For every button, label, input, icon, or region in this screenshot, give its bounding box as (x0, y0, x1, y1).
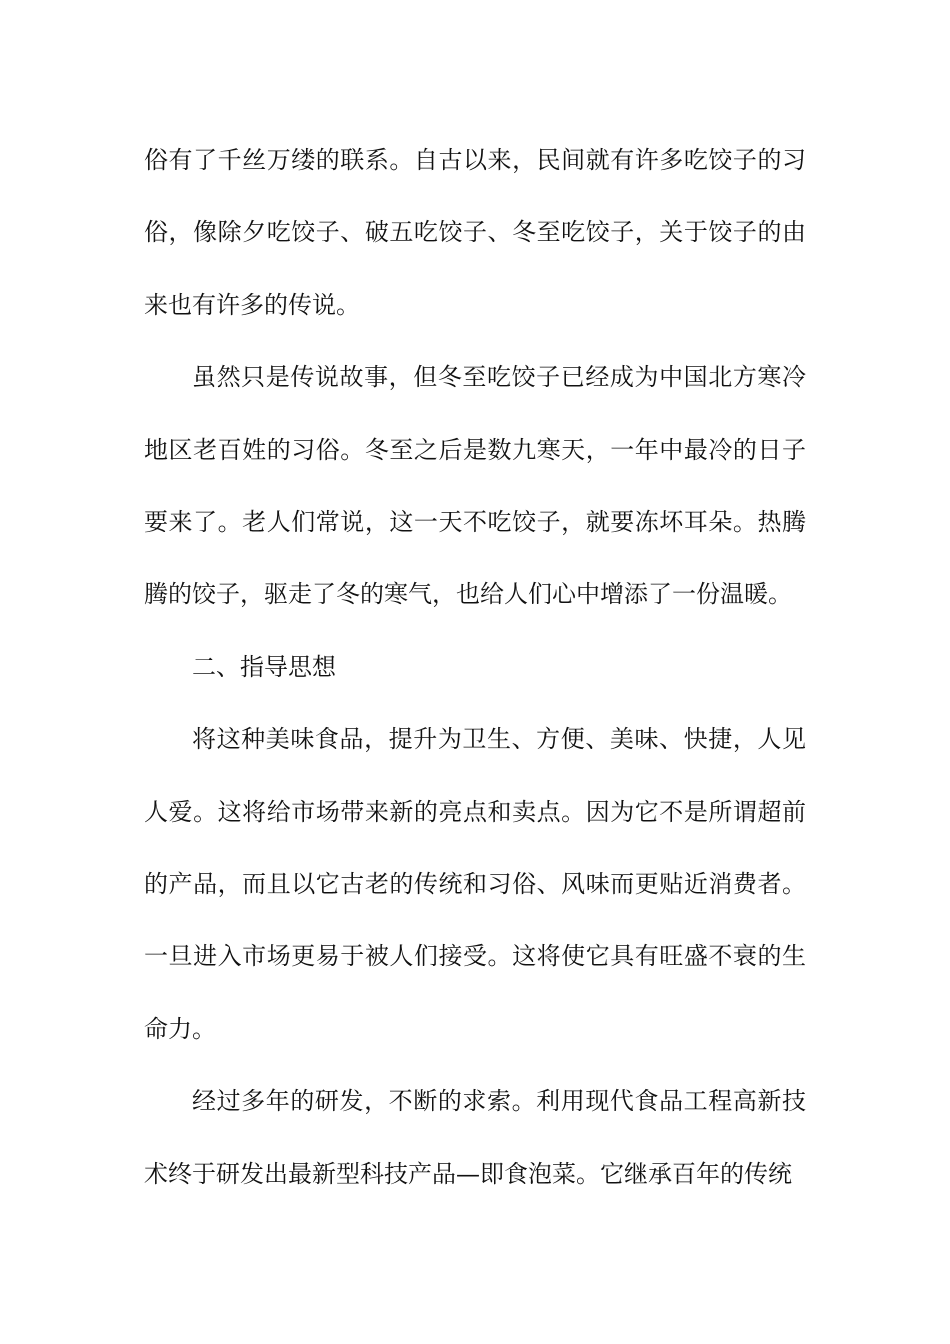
paragraph-research: 经过多年的研发，不断的求索。利用现代食品工程高新技术终于研发出最新型科技产品—即食泡菜。它继承百年的传统 (144, 1087, 806, 1188)
paragraph-winter-solstice: 虽然只是传说故事，但冬至吃饺子已经成为中国北方寒冷地区老百姓的习俗。冬至之后是数九寒天，一年中最冷的日子要来了。老人们常说，这一天不吃饺子，就要冻坏耳朵。热腾腾的饺子，驱走了冬的寒气，也给人们心中增添了一份温暖。 (144, 363, 806, 609)
paragraph-guiding-idea: 将这种美味食品，提升为卫生、方便、美味、快捷，人见人爱。这将给市场带来新的亮点和卖点。因为它不是所谓超前的产品，而且以它古老的传统和习俗、风味而更贴近消费者。一旦进入市场更易于被人们接受。这将使它具有旺盛不衰的生命力。 (144, 725, 806, 1043)
section-heading: 二、指导思想 (192, 652, 336, 681)
document-body (144, 124, 806, 1210)
paragraph-continued: 俗有了千丝万缕的联系。自古以来，民间就有许多吃饺子的习俗，像除夕吃饺子、破五吃饺子、冬至吃饺子，关于饺子的由来也有许多的传说。 (144, 146, 806, 319)
